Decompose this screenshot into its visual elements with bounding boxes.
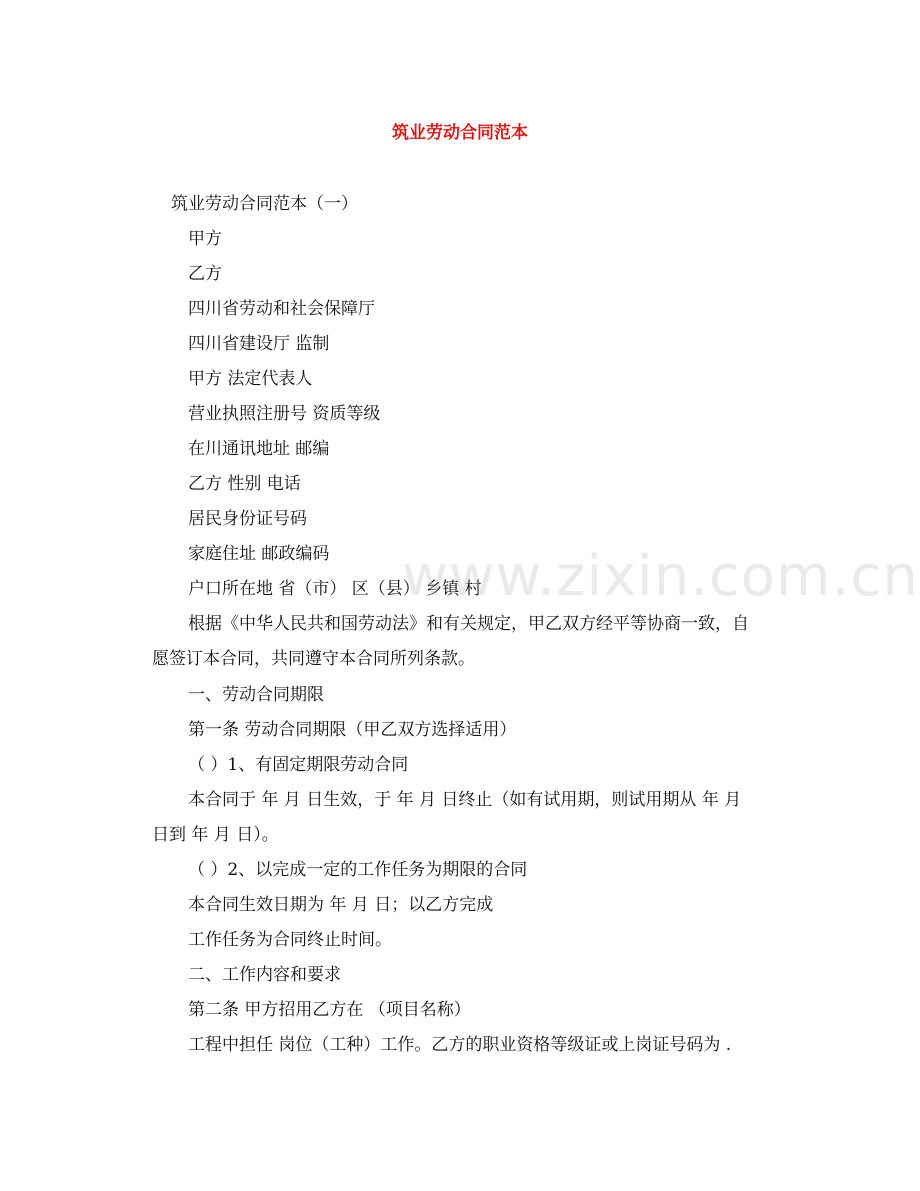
section-heading: 二、工作内容和要求 bbox=[188, 965, 341, 985]
paragraph-line: 营业执照注册号 资质等级 bbox=[188, 404, 381, 424]
paragraph-line: 居民身份证号码 bbox=[188, 509, 307, 529]
paragraph-line: 甲方 法定代表人 bbox=[188, 369, 313, 389]
paragraph-line: 筑业劳动合同范本（一） bbox=[171, 194, 358, 214]
paragraph-line: （ ）2、以完成一定的工作任务为期限的合同 bbox=[188, 860, 528, 880]
paragraph-line: 根据《中华人民共和国劳动法》和有关规定，甲乙双方经平等协商一致，自 bbox=[188, 614, 749, 634]
paragraph-line: 四川省劳动和社会保障厅 bbox=[188, 299, 375, 319]
paragraph-line: 乙方 bbox=[188, 264, 222, 284]
paragraph-line: 乙方 性别 电话 bbox=[188, 474, 301, 494]
paragraph-line: 四川省建设厅 监制 bbox=[188, 334, 330, 354]
paragraph-line: 日到 年 月 日）。 bbox=[152, 825, 279, 845]
paragraph-line: 愿签订本合同，共同遵守本合同所列条款。 bbox=[152, 649, 475, 669]
paragraph-line: 甲方 bbox=[188, 229, 222, 249]
document-title: 筑业劳动合同范本 bbox=[392, 123, 528, 143]
paragraph-line: 本合同于 年 月 日生效，于 年 月 日终止（如有试用期，则试用期从 年 月 bbox=[188, 790, 742, 810]
watermark: www.zixin.com.cn bbox=[402, 544, 919, 609]
paragraph-line: 第一条 劳动合同期限（甲乙双方选择适用） bbox=[188, 720, 517, 740]
paragraph-line: 家庭住址 邮政编码 bbox=[188, 544, 330, 564]
paragraph-line: 本合同生效日期为 年 月 日；以乙方完成 bbox=[188, 895, 494, 915]
paragraph-line: 第二条 甲方招用乙方在 （项目名称） bbox=[188, 1000, 471, 1020]
paragraph-line: 工作任务为合同终止时间。 bbox=[188, 930, 392, 950]
paragraph-line: 工程中担任 岗位（工种）工作。乙方的职业资格等级证或上岗证号码为 . bbox=[188, 1035, 732, 1055]
paragraph-line: 户口所在地 省（市） 区（县） 乡镇 村 bbox=[188, 579, 482, 599]
paragraph-line: 在川通讯地址 邮编 bbox=[188, 439, 330, 459]
section-heading: 一、劳动合同期限 bbox=[188, 685, 324, 705]
paragraph-line: （ ）1、有固定期限劳动合同 bbox=[188, 755, 409, 775]
